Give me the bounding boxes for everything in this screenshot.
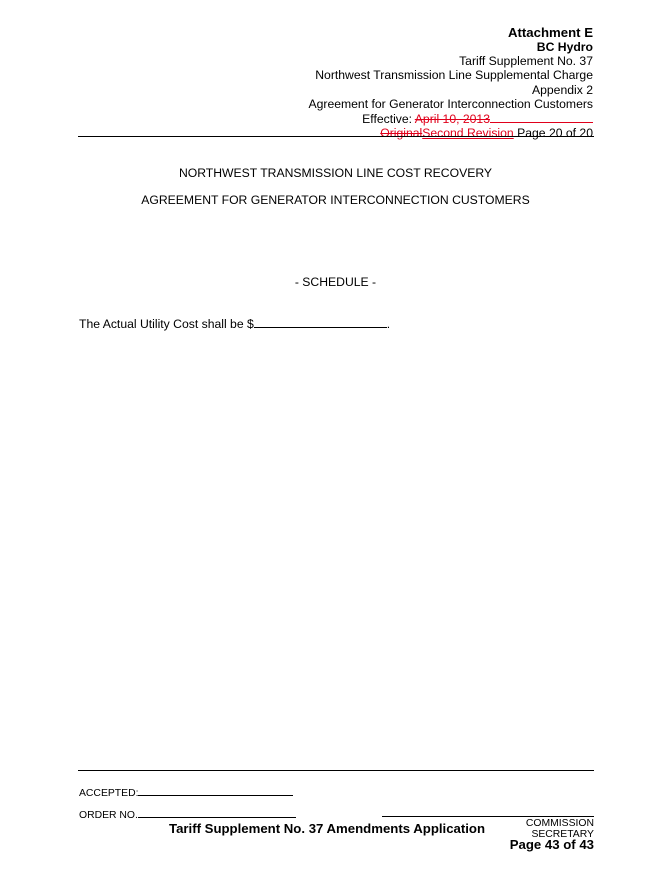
- charge-title: Northwest Transmission Line Supplemental Charge: [315, 68, 593, 83]
- accepted-line: [79, 784, 293, 799]
- header-rule: [78, 136, 594, 137]
- effective-label: Effective:: [362, 112, 413, 127]
- actual-cost-prefix: The Actual Utility Cost shall be $: [79, 317, 254, 331]
- effective-line: [308, 111, 593, 126]
- actual-cost-line: [79, 316, 390, 331]
- actual-cost-suffix: .: [386, 317, 391, 331]
- effective-deleted-date: April 10, 2013: [414, 112, 490, 127]
- secretary-label: COMMISSION SECRETARY: [525, 818, 594, 840]
- attachment-label: Attachment E: [508, 25, 593, 40]
- agreement-title: Agreement for Generator Interconnection Customers: [308, 96, 593, 111]
- tariff-supplement: Tariff Supplement No. 37: [459, 54, 593, 69]
- revision-deleted: Original: [380, 126, 423, 141]
- revision-inserted: Second Revision: [422, 126, 514, 141]
- actual-cost-blank: [254, 316, 387, 328]
- title-line-2: AGREEMENT FOR GENERATOR INTERCONNECTION CUSTOMERS: [141, 193, 530, 207]
- revision-line: [308, 126, 593, 140]
- company-name: BC Hydro: [536, 40, 593, 54]
- page-of: Page 20 of 20: [517, 126, 593, 141]
- page-number: Page 43 of 43: [509, 837, 594, 852]
- appendix-label: Appendix 2: [532, 82, 593, 97]
- document-header: [308, 26, 593, 140]
- footer-rule: [78, 770, 594, 771]
- effective-insert-blank: [490, 111, 593, 123]
- accepted-label: ACCEPTED:: [79, 788, 139, 799]
- title-line-1: NORTHWEST TRANSMISSION LINE COST RECOVERY: [178, 166, 493, 180]
- secretary-signature-line: [382, 816, 594, 817]
- accepted-blank: [138, 784, 293, 796]
- schedule-heading: - SCHEDULE -: [294, 275, 377, 289]
- order-label: ORDER NO.: [79, 810, 138, 821]
- order-line: [79, 806, 296, 821]
- order-blank: [138, 806, 296, 818]
- application-title: Tariff Supplement No. 37 Amendments Application: [169, 821, 486, 836]
